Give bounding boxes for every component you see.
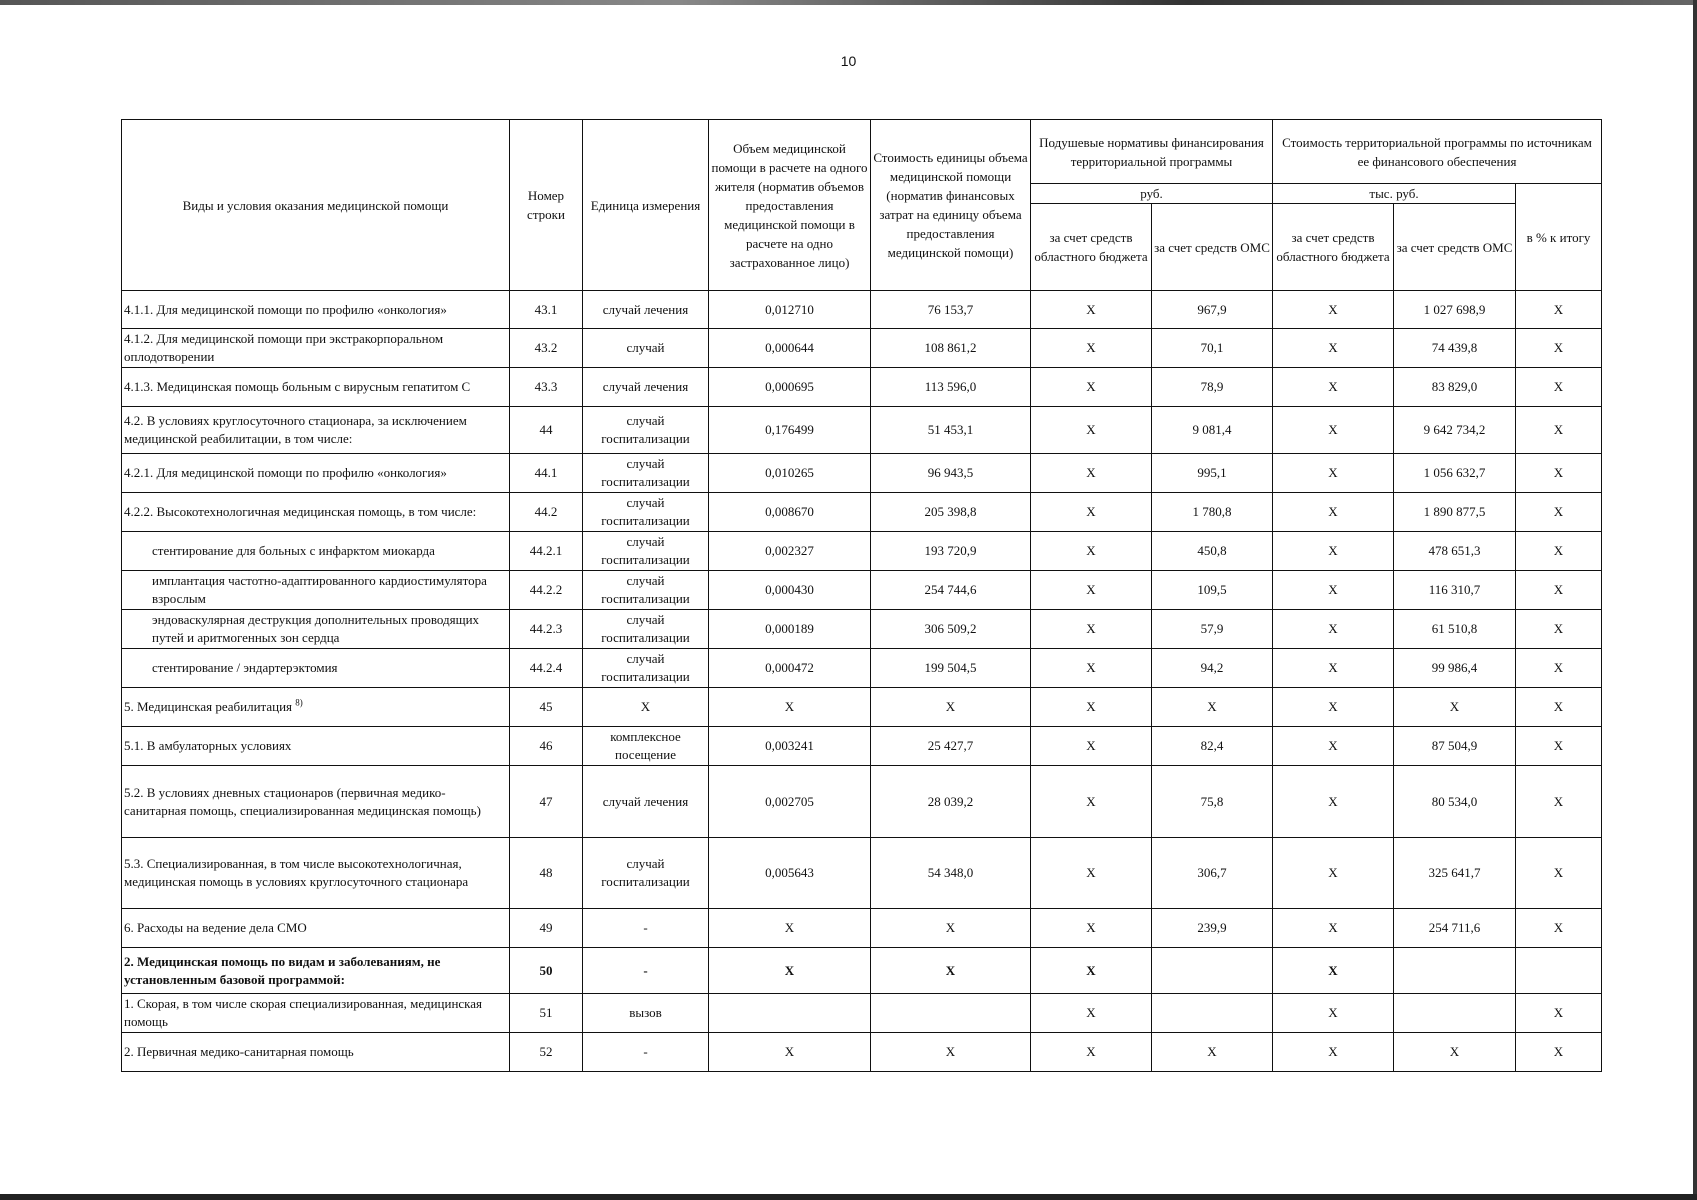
row-name: 5.1. В амбулаторных условиях [122, 727, 510, 766]
row-percent: Х [1516, 532, 1602, 571]
row-total-budget: Х [1273, 909, 1394, 948]
row-per-capita-oms: Х [1152, 688, 1273, 727]
row-cost: 113 596,0 [871, 368, 1031, 407]
row-name: имплантация частотно-адаптированного кардиостимулятора взрослым [122, 571, 510, 610]
row-percent: Х [1516, 649, 1602, 688]
row-per-capita-budget: Х [1031, 994, 1152, 1033]
row-per-capita-oms: 78,9 [1152, 368, 1273, 407]
row-per-capita-oms: 306,7 [1152, 838, 1273, 909]
row-num: 44.2.2 [510, 571, 583, 610]
header-col-volume: Объем медицинской помощи в расчете на одного жителя (норматив объемов предоставления медицинской помощи в расчете на одно застрахованное лицо) [709, 120, 871, 291]
row-unit: случай госпитализации [583, 532, 709, 571]
row-name: 4.2.1. Для медицинской помощи по профилю «онкология» [122, 454, 510, 493]
row-num: 45 [510, 688, 583, 727]
table-row [122, 610, 1602, 649]
row-per-capita-oms: 239,9 [1152, 909, 1273, 948]
row-num: 44.1 [510, 454, 583, 493]
row-total-budget: Х [1273, 368, 1394, 407]
row-percent: Х [1516, 909, 1602, 948]
row-volume [709, 994, 871, 1033]
header-col-cost: Стоимость единицы объема медицинской помощи (норматив финансовых затрат на единицу объема предоставления медицинской помощи) [871, 120, 1031, 291]
row-volume: 0,008670 [709, 493, 871, 532]
row-unit: случай лечения [583, 766, 709, 838]
row-total-oms [1394, 948, 1516, 994]
row-per-capita-oms: 109,5 [1152, 571, 1273, 610]
row-name: 5.3. Специализированная, в том числе высокотехнологичная, медицинская помощь в условиях круглосуточного стационара [122, 838, 510, 909]
row-total-budget: Х [1273, 329, 1394, 368]
row-percent: Х [1516, 291, 1602, 329]
header-oms-2: за счет средств ОМС [1394, 204, 1516, 291]
row-percent: Х [1516, 727, 1602, 766]
row-total-oms: 325 641,7 [1394, 838, 1516, 909]
row-per-capita-budget: Х [1031, 649, 1152, 688]
row-total-oms: 61 510,8 [1394, 610, 1516, 649]
row-cost: 254 744,6 [871, 571, 1031, 610]
table-row [122, 291, 1602, 329]
row-num: 50 [510, 948, 583, 994]
row-unit: случай госпитализации [583, 454, 709, 493]
header-unit-thousand-rub: тыс. руб. [1273, 184, 1516, 204]
row-total-budget: Х [1273, 493, 1394, 532]
row-num: 44 [510, 407, 583, 454]
row-num: 43.1 [510, 291, 583, 329]
row-total-oms: 1 056 632,7 [1394, 454, 1516, 493]
row-total-budget: Х [1273, 610, 1394, 649]
row-total-budget: Х [1273, 532, 1394, 571]
row-total-oms: 1 890 877,5 [1394, 493, 1516, 532]
row-name: стентирование для больных с инфарктом миокарда [122, 532, 510, 571]
row-volume: 0,010265 [709, 454, 871, 493]
row-unit: случай [583, 329, 709, 368]
row-per-capita-budget: Х [1031, 838, 1152, 909]
row-cost: 96 943,5 [871, 454, 1031, 493]
row-total-oms: 116 310,7 [1394, 571, 1516, 610]
row-name: 4.1.2. Для медицинской помощи при экстракорпоральном оплодотворении [122, 329, 510, 368]
page-number: 10 [840, 53, 857, 69]
row-volume: 0,000644 [709, 329, 871, 368]
row-cost: 51 453,1 [871, 407, 1031, 454]
row-num: 47 [510, 766, 583, 838]
row-volume: 0,000472 [709, 649, 871, 688]
row-cost: 193 720,9 [871, 532, 1031, 571]
row-volume: Х [709, 688, 871, 727]
row-per-capita-budget: Х [1031, 454, 1152, 493]
row-total-oms [1394, 994, 1516, 1033]
row-total-oms: 1 027 698,9 [1394, 291, 1516, 329]
scan-edge-right [1693, 0, 1697, 1200]
row-num: 44.2.3 [510, 610, 583, 649]
row-unit: случай лечения [583, 291, 709, 329]
row-percent: Х [1516, 838, 1602, 909]
row-total-budget: Х [1273, 727, 1394, 766]
row-num: 48 [510, 838, 583, 909]
row-name: 2. Первичная медико-санитарная помощь [122, 1033, 510, 1072]
row-per-capita-budget: Х [1031, 291, 1152, 329]
row-percent: Х [1516, 994, 1602, 1033]
scan-edge-bottom [0, 1194, 1697, 1200]
financing-table [121, 119, 1602, 1072]
row-num: 44.2 [510, 493, 583, 532]
table-row [122, 571, 1602, 610]
row-per-capita-budget: Х [1031, 909, 1152, 948]
row-percent [1516, 948, 1602, 994]
row-per-capita-budget: Х [1031, 1033, 1152, 1072]
row-total-oms: 80 534,0 [1394, 766, 1516, 838]
row-cost: 25 427,7 [871, 727, 1031, 766]
footnote-marker: 8) [295, 697, 303, 708]
row-per-capita-oms: 995,1 [1152, 454, 1273, 493]
row-volume: 0,002327 [709, 532, 871, 571]
row-volume: Х [709, 948, 871, 994]
row-percent: Х [1516, 493, 1602, 532]
row-unit: случай лечения [583, 368, 709, 407]
row-per-capita-budget: Х [1031, 766, 1152, 838]
row-volume: 0,005643 [709, 838, 871, 909]
row-num: 43.2 [510, 329, 583, 368]
header-percent-total: в % к итогу [1516, 184, 1602, 291]
row-num: 52 [510, 1033, 583, 1072]
header-group-per-capita: Подушевые нормативы финансирования территориальной программы [1031, 120, 1273, 184]
row-per-capita-budget: Х [1031, 329, 1152, 368]
row-total-budget: Х [1273, 948, 1394, 994]
row-per-capita-budget: Х [1031, 610, 1152, 649]
row-volume: Х [709, 909, 871, 948]
row-name: 4.2. В условиях круглосуточного стационара, за исключением медицинской реабилитации, в том числе: [122, 407, 510, 454]
row-per-capita-budget: Х [1031, 571, 1152, 610]
row-total-oms: 99 986,4 [1394, 649, 1516, 688]
row-unit: Х [583, 688, 709, 727]
row-cost: Х [871, 909, 1031, 948]
row-name: стентирование / эндартерэктомия [122, 649, 510, 688]
row-total-budget: Х [1273, 454, 1394, 493]
row-num: 44.2.1 [510, 532, 583, 571]
row-percent: Х [1516, 610, 1602, 649]
header-oms: за счет средств ОМС [1152, 204, 1273, 291]
row-total-oms: Х [1394, 1033, 1516, 1072]
row-name: 4.1.1. Для медицинской помощи по профилю «онкология» [122, 291, 510, 329]
row-name: 6. Расходы на ведение дела СМО [122, 909, 510, 948]
row-unit: случай госпитализации [583, 493, 709, 532]
row-unit: случай госпитализации [583, 838, 709, 909]
row-per-capita-oms: 70,1 [1152, 329, 1273, 368]
row-per-capita-oms: 94,2 [1152, 649, 1273, 688]
row-percent: Х [1516, 454, 1602, 493]
table-row [122, 994, 1602, 1033]
header-col-row: Номер строки [510, 120, 583, 291]
row-total-oms: 74 439,8 [1394, 329, 1516, 368]
row-per-capita-budget: Х [1031, 368, 1152, 407]
row-total-oms: 478 651,3 [1394, 532, 1516, 571]
row-unit: вызов [583, 994, 709, 1033]
row-total-budget: Х [1273, 838, 1394, 909]
row-percent: Х [1516, 407, 1602, 454]
row-name: 5.2. В условиях дневных стационаров (первичная медико-санитарная помощь, специализированная медицинская помощь) [122, 766, 510, 838]
row-cost: 306 509,2 [871, 610, 1031, 649]
row-volume: 0,003241 [709, 727, 871, 766]
row-per-capita-oms: 1 780,8 [1152, 493, 1273, 532]
row-name-text: 5. Медицинская реабилитация [124, 699, 293, 714]
row-cost: Х [871, 1033, 1031, 1072]
row-unit: случай госпитализации [583, 610, 709, 649]
table-row [122, 649, 1602, 688]
header-unit-rub: руб. [1031, 184, 1273, 204]
row-name: 4.2.2. Высокотехнологичная медицинская помощь, в том числе: [122, 493, 510, 532]
row-cost: Х [871, 688, 1031, 727]
row-cost: 199 504,5 [871, 649, 1031, 688]
row-per-capita-oms: 967,9 [1152, 291, 1273, 329]
scan-edge-top [0, 0, 1697, 5]
header-group-total: Стоимость территориальной программы по источникам ее финансового обеспечения [1273, 120, 1602, 184]
row-per-capita-oms: 82,4 [1152, 727, 1273, 766]
row-percent: Х [1516, 329, 1602, 368]
row-total-budget: Х [1273, 766, 1394, 838]
row-per-capita-oms: 75,8 [1152, 766, 1273, 838]
row-cost: 76 153,7 [871, 291, 1031, 329]
row-per-capita-oms: 57,9 [1152, 610, 1273, 649]
row-name [122, 688, 510, 727]
row-total-budget: Х [1273, 571, 1394, 610]
row-cost: 54 348,0 [871, 838, 1031, 909]
row-num: 43.3 [510, 368, 583, 407]
row-total-oms: 9 642 734,2 [1394, 407, 1516, 454]
row-per-capita-oms [1152, 994, 1273, 1033]
row-unit: - [583, 909, 709, 948]
row-cost: 108 861,2 [871, 329, 1031, 368]
row-per-capita-budget: Х [1031, 407, 1152, 454]
row-num: 46 [510, 727, 583, 766]
table-row [122, 688, 1602, 727]
row-percent: Х [1516, 766, 1602, 838]
row-total-budget: Х [1273, 688, 1394, 727]
row-num: 49 [510, 909, 583, 948]
row-volume: Х [709, 1033, 871, 1072]
row-total-budget: Х [1273, 1033, 1394, 1072]
row-total-budget: Х [1273, 407, 1394, 454]
row-per-capita-budget: Х [1031, 688, 1152, 727]
table-row [122, 454, 1602, 493]
row-name: 1. Скорая, в том числе скорая специализированная, медицинская помощь [122, 994, 510, 1033]
row-unit: - [583, 1033, 709, 1072]
row-num: 44.2.4 [510, 649, 583, 688]
row-per-capita-oms [1152, 948, 1273, 994]
row-name: 2. Медицинская помощь по видам и заболеваниям, не установленным базовой программой: [122, 948, 510, 994]
row-per-capita-budget: Х [1031, 948, 1152, 994]
row-per-capita-oms: 450,8 [1152, 532, 1273, 571]
row-cost [871, 994, 1031, 1033]
row-cost: 205 398,8 [871, 493, 1031, 532]
row-per-capita-budget: Х [1031, 727, 1152, 766]
row-total-oms: 254 711,6 [1394, 909, 1516, 948]
row-total-oms: 83 829,0 [1394, 368, 1516, 407]
row-total-budget: Х [1273, 994, 1394, 1033]
row-volume: 0,000430 [709, 571, 871, 610]
row-percent: Х [1516, 571, 1602, 610]
table-row [122, 838, 1602, 909]
table-row [122, 329, 1602, 368]
row-per-capita-oms: Х [1152, 1033, 1273, 1072]
table-body [122, 291, 1602, 1072]
row-cost: 28 039,2 [871, 766, 1031, 838]
row-name: эндоваскулярная деструкция дополнительных проводящих путей и аритмогенных зон сердца [122, 610, 510, 649]
row-volume: 0,002705 [709, 766, 871, 838]
row-unit: случай госпитализации [583, 571, 709, 610]
row-volume: 0,176499 [709, 407, 871, 454]
table-row [122, 493, 1602, 532]
row-unit: комплексное посещение [583, 727, 709, 766]
row-percent: Х [1516, 1033, 1602, 1072]
row-percent: Х [1516, 368, 1602, 407]
row-unit: - [583, 948, 709, 994]
row-volume: 0,000695 [709, 368, 871, 407]
row-total-budget: Х [1273, 291, 1394, 329]
row-cost: Х [871, 948, 1031, 994]
document-table-wrap [121, 119, 1602, 1072]
row-percent: Х [1516, 688, 1602, 727]
header-col-name: Виды и условия оказания медицинской помощи [122, 120, 510, 291]
table-row [122, 1033, 1602, 1072]
row-total-oms: Х [1394, 688, 1516, 727]
row-name: 4.1.3. Медицинская помощь больным с вирусным гепатитом С [122, 368, 510, 407]
row-per-capita-budget: Х [1031, 493, 1152, 532]
row-per-capita-budget: Х [1031, 532, 1152, 571]
header-regional-budget: за счет средств областного бюджета [1031, 204, 1152, 291]
row-unit: случай госпитализации [583, 649, 709, 688]
row-per-capita-oms: 9 081,4 [1152, 407, 1273, 454]
table-row [122, 532, 1602, 571]
header-regional-budget-2: за счет средств областного бюджета [1273, 204, 1394, 291]
row-volume: 0,012710 [709, 291, 871, 329]
row-num: 51 [510, 994, 583, 1033]
table-row [122, 368, 1602, 407]
row-unit: случай госпитализации [583, 407, 709, 454]
table-row [122, 727, 1602, 766]
row-total-budget: Х [1273, 649, 1394, 688]
row-volume: 0,000189 [709, 610, 871, 649]
table-row [122, 407, 1602, 454]
header-col-unit: Единица измерения [583, 120, 709, 291]
row-total-oms: 87 504,9 [1394, 727, 1516, 766]
table-row [122, 909, 1602, 948]
table-row [122, 766, 1602, 838]
table-row [122, 948, 1602, 994]
